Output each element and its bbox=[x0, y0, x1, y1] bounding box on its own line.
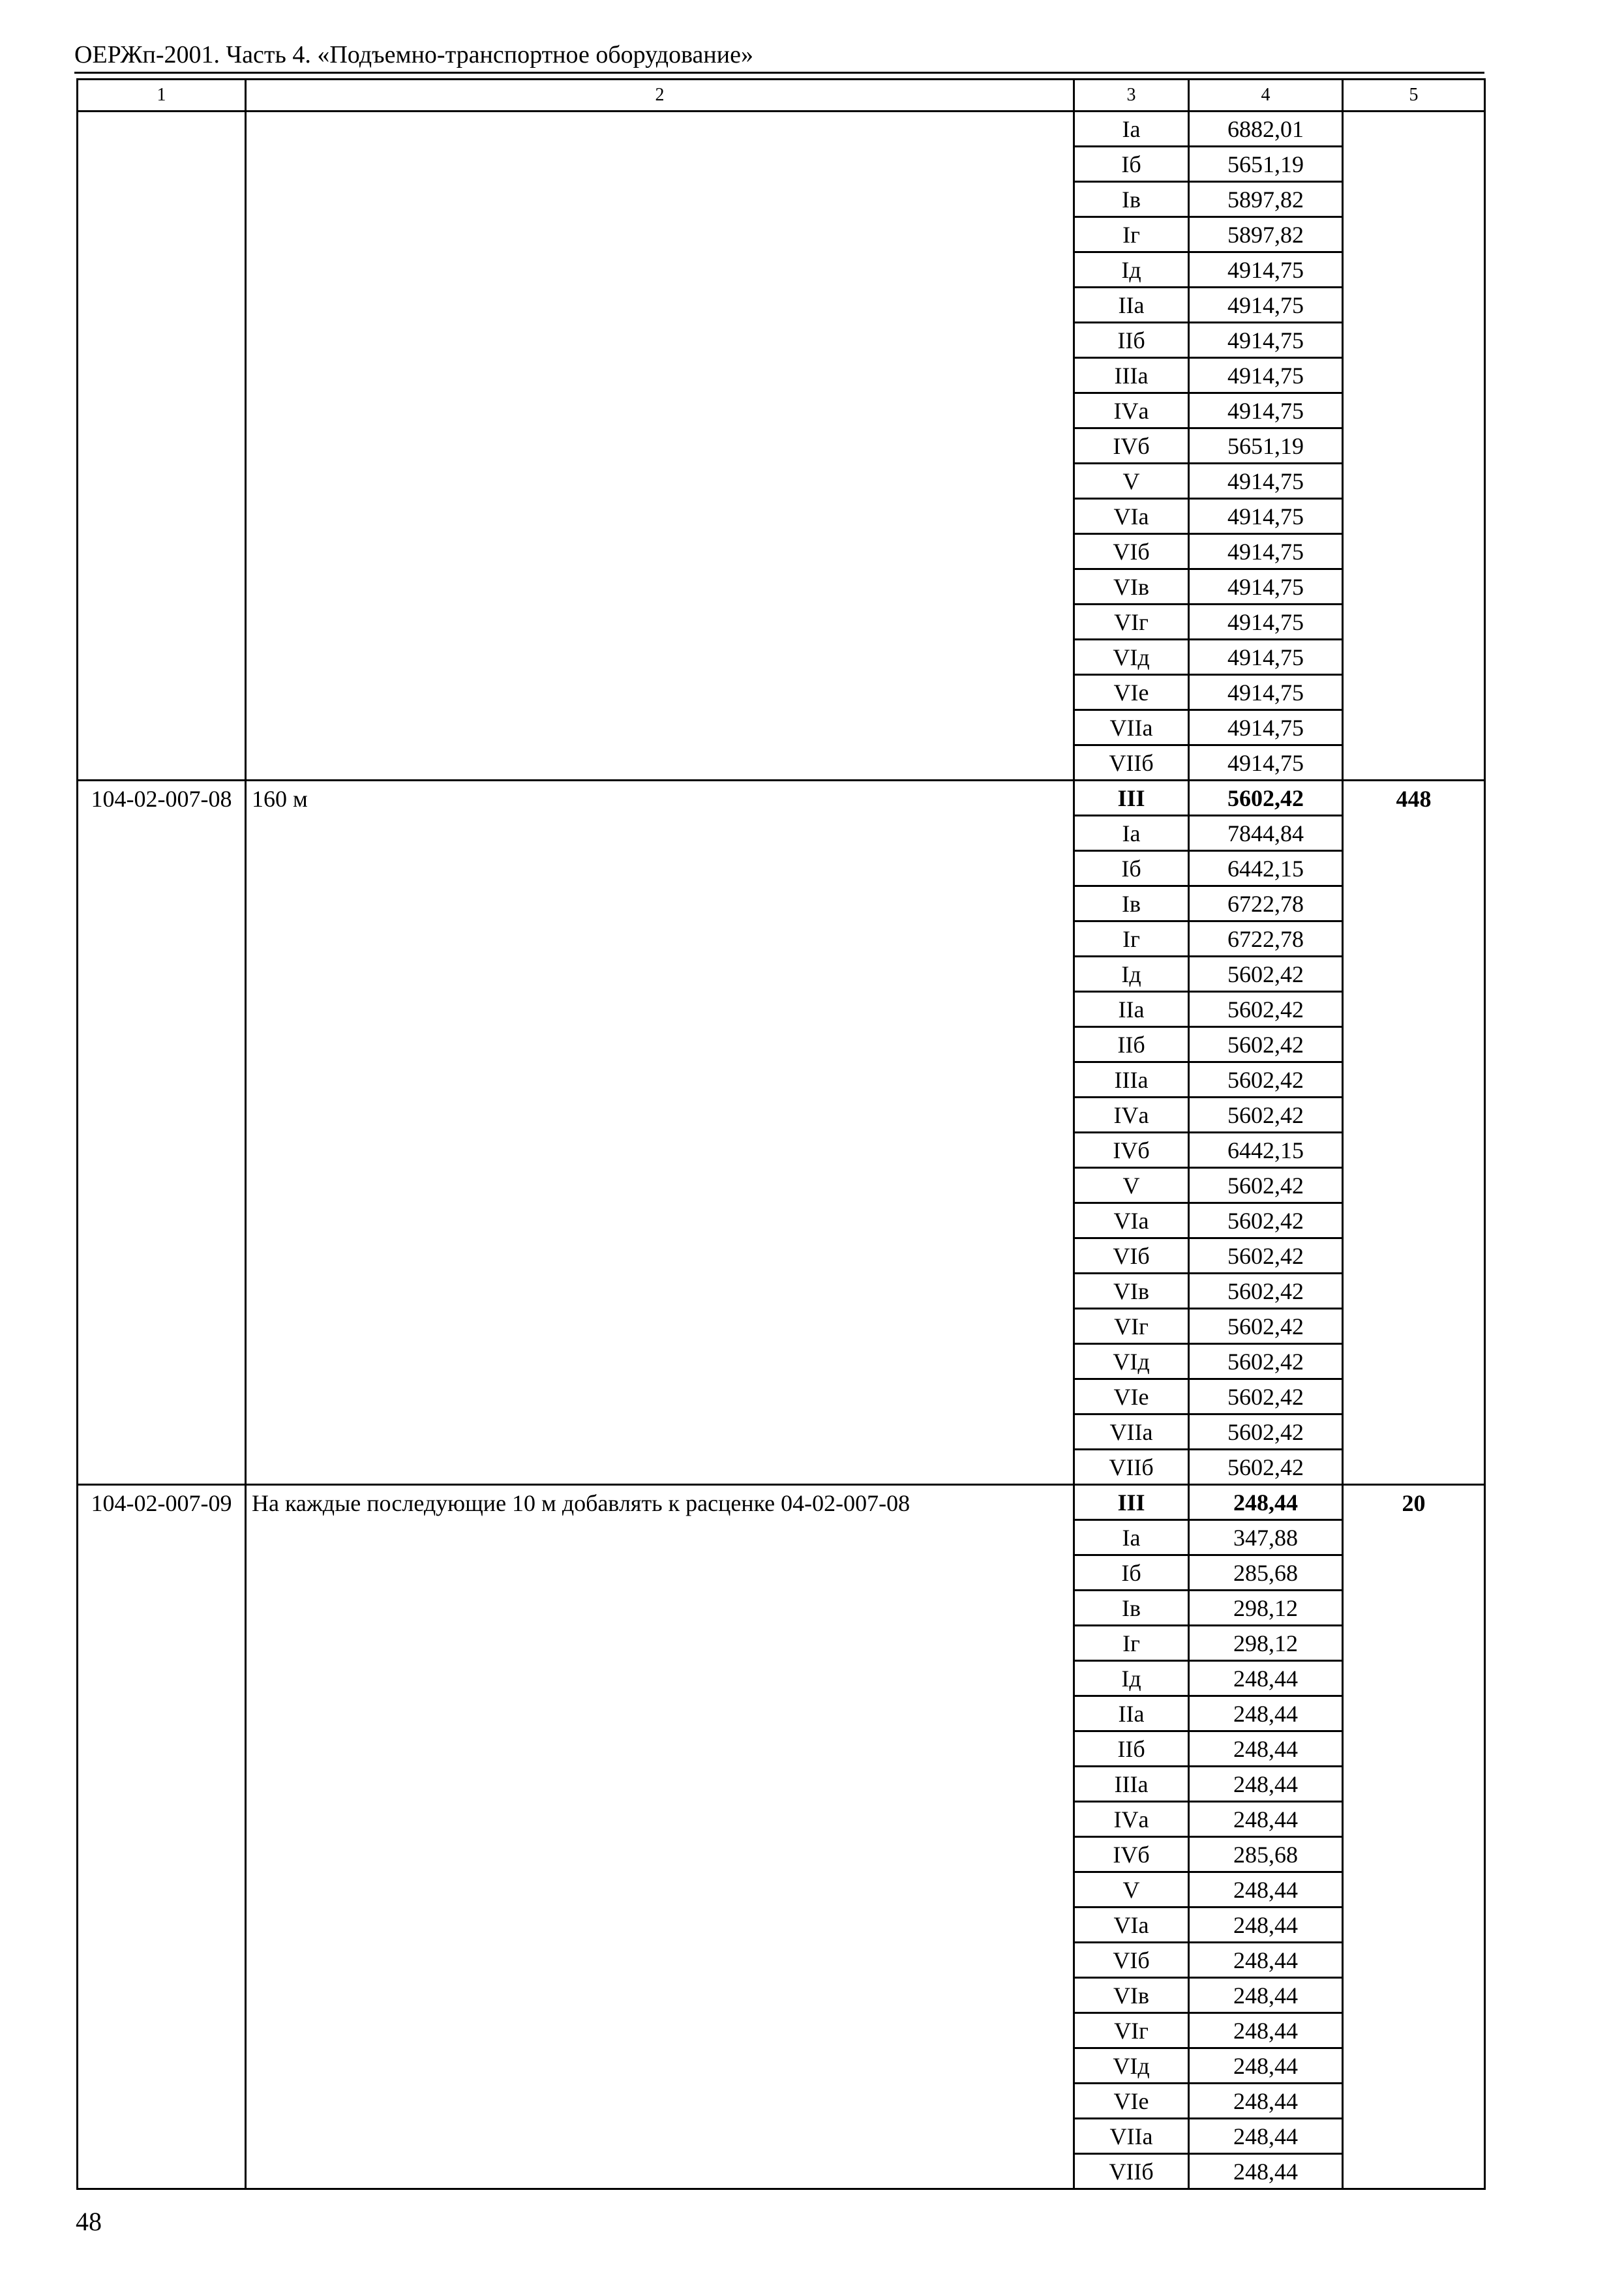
zone-cell: III bbox=[1074, 781, 1189, 816]
price-cell: 5602,42 bbox=[1189, 1203, 1343, 1238]
price-cell: 4914,75 bbox=[1189, 358, 1343, 393]
price-cell: 5602,42 bbox=[1189, 957, 1343, 992]
column-number: 1 bbox=[78, 80, 246, 112]
price-cell: 5602,42 bbox=[1189, 992, 1343, 1027]
zone-cell: IIIа bbox=[1074, 1062, 1189, 1098]
price-cell: 298,12 bbox=[1189, 1626, 1343, 1661]
zone-cell: Iб bbox=[1074, 851, 1189, 886]
zone-cell: VIа bbox=[1074, 1908, 1189, 1943]
zone-cell: VIг bbox=[1074, 1309, 1189, 1344]
page-number: 48 bbox=[76, 2207, 102, 2236]
zone-cell: VIд bbox=[1074, 2048, 1189, 2084]
zone-cell: VIд bbox=[1074, 1344, 1189, 1379]
zone-cell: VIа bbox=[1074, 1203, 1189, 1238]
price-cell: 248,44 bbox=[1189, 1802, 1343, 1837]
zone-cell: Iг bbox=[1074, 217, 1189, 252]
page-title: ОЕРЖп-2001. Часть 4. «Подъемно-транспортное оборудование» bbox=[74, 41, 753, 68]
price-cell: 4914,75 bbox=[1189, 393, 1343, 428]
zone-cell: VIIб bbox=[1074, 745, 1189, 781]
zone-cell: VIб bbox=[1074, 1943, 1189, 1978]
price-cell: 5602,42 bbox=[1189, 1238, 1343, 1274]
zone-cell: VIв bbox=[1074, 1978, 1189, 2013]
price-cell: 285,68 bbox=[1189, 1555, 1343, 1591]
zone-cell: Iг bbox=[1074, 921, 1189, 957]
zone-cell: VIв bbox=[1074, 1274, 1189, 1309]
price-cell: 248,44 bbox=[1189, 2154, 1343, 2189]
price-cell: 5602,42 bbox=[1189, 1274, 1343, 1309]
rate-code: 104-02-007-08 bbox=[78, 781, 246, 1485]
price-cell: 248,44 bbox=[1189, 1908, 1343, 1943]
zone-cell: Iа bbox=[1074, 1520, 1189, 1555]
column-number-row bbox=[78, 80, 1485, 112]
price-cell: 5651,19 bbox=[1189, 428, 1343, 464]
rates-table-body bbox=[78, 80, 1485, 2189]
price-cell: 5602,42 bbox=[1189, 781, 1343, 816]
rates-table bbox=[76, 78, 1486, 2190]
price-cell: 248,44 bbox=[1189, 1696, 1343, 1731]
column-number: 3 bbox=[1074, 80, 1189, 112]
price-cell: 5602,42 bbox=[1189, 1098, 1343, 1133]
zone-cell: VIг bbox=[1074, 2013, 1189, 2048]
zone-cell: VIIа bbox=[1074, 1414, 1189, 1450]
zone-cell: IVб bbox=[1074, 1133, 1189, 1168]
price-cell: 5602,42 bbox=[1189, 1309, 1343, 1344]
price-cell: 7844,84 bbox=[1189, 816, 1343, 851]
zone-cell: IIб bbox=[1074, 323, 1189, 358]
price-cell: 4914,75 bbox=[1189, 640, 1343, 675]
column-number: 2 bbox=[246, 80, 1074, 112]
table-row bbox=[78, 1485, 1485, 1520]
table-row bbox=[78, 781, 1485, 816]
zone-cell: IVб bbox=[1074, 1837, 1189, 1872]
price-cell: 5602,42 bbox=[1189, 1168, 1343, 1203]
zone-cell: V bbox=[1074, 1168, 1189, 1203]
zone-cell: IIIа bbox=[1074, 1767, 1189, 1802]
price-cell: 6882,01 bbox=[1189, 112, 1343, 147]
zone-cell: VIе bbox=[1074, 1379, 1189, 1414]
price-cell: 5897,82 bbox=[1189, 182, 1343, 217]
zone-cell: VIг bbox=[1074, 605, 1189, 640]
title-rule bbox=[74, 72, 1484, 74]
table-row bbox=[78, 112, 1485, 147]
zone-cell: Iв bbox=[1074, 886, 1189, 921]
price-cell: 4914,75 bbox=[1189, 605, 1343, 640]
price-cell: 5602,42 bbox=[1189, 1379, 1343, 1414]
zone-cell: Iв bbox=[1074, 1591, 1189, 1626]
zone-cell: Iд bbox=[1074, 1661, 1189, 1696]
price-cell: 4914,75 bbox=[1189, 534, 1343, 569]
quantity-cell: 448 bbox=[1343, 781, 1485, 1485]
zone-cell: VIе bbox=[1074, 2084, 1189, 2119]
zone-cell: IVб bbox=[1074, 428, 1189, 464]
zone-cell: V bbox=[1074, 1872, 1189, 1908]
price-cell: 248,44 bbox=[1189, 1731, 1343, 1767]
price-cell: 4914,75 bbox=[1189, 569, 1343, 605]
rate-description: 160 м bbox=[246, 781, 1074, 1485]
price-cell: 6442,15 bbox=[1189, 851, 1343, 886]
rate-description: На каждые последующие 10 м добавлять к расценке 04-02-007-08 bbox=[246, 1485, 1074, 2189]
zone-cell: III bbox=[1074, 1485, 1189, 1520]
rate-code: 104-02-007-09 bbox=[78, 1485, 246, 2189]
price-cell: 248,44 bbox=[1189, 1872, 1343, 1908]
zone-cell: IIа bbox=[1074, 288, 1189, 323]
zone-cell: IIб bbox=[1074, 1027, 1189, 1062]
zone-cell: Iа bbox=[1074, 112, 1189, 147]
price-cell: 285,68 bbox=[1189, 1837, 1343, 1872]
quantity-cell bbox=[1343, 112, 1485, 781]
zone-cell: V bbox=[1074, 464, 1189, 499]
zone-cell: VIе bbox=[1074, 675, 1189, 710]
price-cell: 4914,75 bbox=[1189, 323, 1343, 358]
zone-cell: IIIа bbox=[1074, 358, 1189, 393]
zone-cell: IVа bbox=[1074, 1802, 1189, 1837]
price-cell: 248,44 bbox=[1189, 1943, 1343, 1978]
price-cell: 5602,42 bbox=[1189, 1450, 1343, 1485]
zone-cell: VIб bbox=[1074, 1238, 1189, 1274]
price-cell: 6442,15 bbox=[1189, 1133, 1343, 1168]
zone-cell: VIд bbox=[1074, 640, 1189, 675]
rate-description bbox=[246, 112, 1074, 781]
price-cell: 5602,42 bbox=[1189, 1344, 1343, 1379]
price-cell: 5651,19 bbox=[1189, 147, 1343, 182]
quantity-cell: 20 bbox=[1343, 1485, 1485, 2189]
zone-cell: Iв bbox=[1074, 182, 1189, 217]
price-cell: 248,44 bbox=[1189, 1767, 1343, 1802]
price-cell: 5602,42 bbox=[1189, 1062, 1343, 1098]
price-cell: 4914,75 bbox=[1189, 288, 1343, 323]
zone-cell: VIIб bbox=[1074, 1450, 1189, 1485]
price-cell: 4914,75 bbox=[1189, 675, 1343, 710]
price-cell: 4914,75 bbox=[1189, 464, 1343, 499]
price-cell: 248,44 bbox=[1189, 2084, 1343, 2119]
price-cell: 5602,42 bbox=[1189, 1027, 1343, 1062]
zone-cell: Iа bbox=[1074, 816, 1189, 851]
price-cell: 4914,75 bbox=[1189, 745, 1343, 781]
price-cell: 248,44 bbox=[1189, 1661, 1343, 1696]
price-cell: 248,44 bbox=[1189, 1978, 1343, 2013]
price-cell: 298,12 bbox=[1189, 1591, 1343, 1626]
price-cell: 4914,75 bbox=[1189, 710, 1343, 745]
zone-cell: IVа bbox=[1074, 393, 1189, 428]
price-cell: 248,44 bbox=[1189, 2013, 1343, 2048]
zone-cell: VIIа bbox=[1074, 2119, 1189, 2154]
zone-cell: VIIб bbox=[1074, 2154, 1189, 2189]
zone-cell: Iб bbox=[1074, 147, 1189, 182]
zone-cell: IIб bbox=[1074, 1731, 1189, 1767]
price-cell: 4914,75 bbox=[1189, 499, 1343, 534]
zone-cell: IVа bbox=[1074, 1098, 1189, 1133]
price-cell: 5602,42 bbox=[1189, 1414, 1343, 1450]
zone-cell: VIа bbox=[1074, 499, 1189, 534]
zone-cell: VIIа bbox=[1074, 710, 1189, 745]
price-cell: 347,88 bbox=[1189, 1520, 1343, 1555]
price-cell: 6722,78 bbox=[1189, 886, 1343, 921]
price-cell: 6722,78 bbox=[1189, 921, 1343, 957]
column-number: 5 bbox=[1343, 80, 1485, 112]
price-cell: 248,44 bbox=[1189, 1485, 1343, 1520]
zone-cell: Iб bbox=[1074, 1555, 1189, 1591]
zone-cell: IIа bbox=[1074, 992, 1189, 1027]
price-cell: 4914,75 bbox=[1189, 252, 1343, 288]
zone-cell: Iд bbox=[1074, 252, 1189, 288]
zone-cell: IIа bbox=[1074, 1696, 1189, 1731]
column-number: 4 bbox=[1189, 80, 1343, 112]
rate-code bbox=[78, 112, 246, 781]
zone-cell: VIб bbox=[1074, 534, 1189, 569]
zone-cell: VIв bbox=[1074, 569, 1189, 605]
zone-cell: Iд bbox=[1074, 957, 1189, 992]
zone-cell: Iг bbox=[1074, 1626, 1189, 1661]
price-cell: 248,44 bbox=[1189, 2048, 1343, 2084]
price-cell: 5897,82 bbox=[1189, 217, 1343, 252]
price-cell: 248,44 bbox=[1189, 2119, 1343, 2154]
